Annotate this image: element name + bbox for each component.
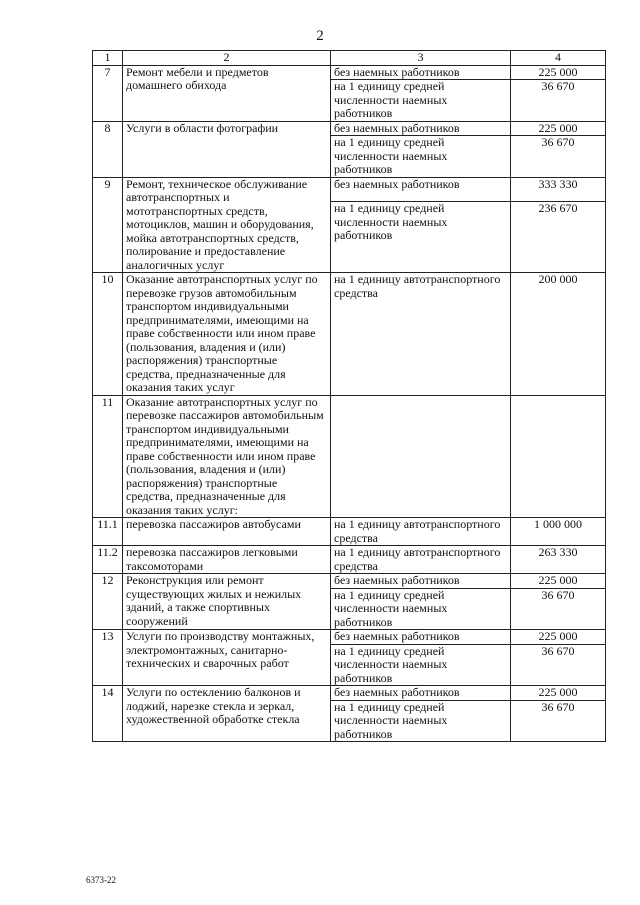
activity-name: Ремонт, техническое обслуживание автотранспортных и мототранспортных средств, мотоциклов, машин и оборудования, мойка автотранспортных средств, полирование и предоставление аналогичных услуг	[123, 177, 331, 273]
row-number: 7	[93, 65, 123, 121]
row-number: 11.1	[93, 518, 123, 546]
row-number: 8	[93, 121, 123, 177]
unit-description: на 1 единицу средней численности наемных работников	[331, 202, 511, 273]
income-value: 333 330	[511, 177, 606, 202]
unit-description: на 1 единицу автотранспортного средства	[331, 518, 511, 546]
unit-description: без наемных работников	[331, 574, 511, 589]
table-row	[93, 686, 606, 701]
unit-description: на 1 единицу средней численности наемных работников	[331, 588, 511, 630]
income-value: 225 000	[511, 121, 606, 136]
income-value: 200 000	[511, 273, 606, 396]
activity-name: Услуги в области фотографии	[123, 121, 331, 177]
unit-description: без наемных работников	[331, 65, 511, 80]
activity-name: Услуги по производству монтажных, электромонтажных, санитарно-технических и сварочных работ	[123, 630, 331, 686]
income-value: 1 000 000	[511, 518, 606, 546]
row-number: 11.2	[93, 546, 123, 574]
income-value: 36 670	[511, 644, 606, 686]
page-number: 2	[316, 28, 324, 44]
income-value: 36 670	[511, 136, 606, 178]
table-row	[93, 65, 606, 80]
income-value: 225 000	[511, 630, 606, 645]
unit-description: без наемных работников	[331, 121, 511, 136]
unit-description: на 1 единицу автотранспортного средства	[331, 273, 511, 396]
income-value: 225 000	[511, 686, 606, 701]
header-col-1: 1	[93, 51, 123, 66]
table-body	[93, 51, 606, 742]
unit-description: без наемных работников	[331, 177, 511, 202]
table-row	[93, 395, 606, 518]
table-row	[93, 273, 606, 396]
income-value	[511, 395, 606, 518]
row-number: 14	[93, 686, 123, 742]
income-value: 36 670	[511, 700, 606, 742]
unit-description	[331, 395, 511, 518]
header-col-4: 4	[511, 51, 606, 66]
income-value: 225 000	[511, 574, 606, 589]
row-number: 12	[93, 574, 123, 630]
footer-code: 6373-22	[86, 875, 116, 885]
table-row	[93, 518, 606, 546]
unit-description: на 1 единицу средней численности наемных работников	[331, 136, 511, 178]
row-number: 11	[93, 395, 123, 518]
table-row	[93, 630, 606, 645]
unit-description: без наемных работников	[331, 686, 511, 701]
table-header-row	[93, 51, 606, 66]
income-value: 263 330	[511, 546, 606, 574]
income-value: 36 670	[511, 588, 606, 630]
unit-description: на 1 единицу автотранспортного средства	[331, 546, 511, 574]
unit-description: на 1 единицу средней численности наемных работников	[331, 644, 511, 686]
row-number: 10	[93, 273, 123, 396]
income-value: 225 000	[511, 65, 606, 80]
income-value: 36 670	[511, 80, 606, 122]
header-col-2: 2	[123, 51, 331, 66]
activity-name: Оказание автотранспортных услуг по перевозке грузов автомобильным транспортом индивидуальными предпринимателями, имеющими на праве собственности или ином праве (пользования, владения и (или) распоряжения) транспортные средства, предназначенные для оказания таких услуг	[123, 273, 331, 396]
activity-name: Ремонт мебели и предметов домашнего обихода	[123, 65, 331, 121]
row-number: 9	[93, 177, 123, 273]
table-row	[93, 546, 606, 574]
row-number: 13	[93, 630, 123, 686]
table-row	[93, 121, 606, 136]
activity-name: перевозка пассажиров автобусами	[123, 518, 331, 546]
header-col-3: 3	[331, 51, 511, 66]
table-row	[93, 574, 606, 589]
table-row	[93, 177, 606, 202]
tariff-table	[92, 50, 606, 742]
activity-name: Услуги по остеклению балконов и лоджий, нарезке стекла и зеркал, художественной обработке стекла	[123, 686, 331, 742]
activity-name: перевозка пассажиров легковыми таксомоторами	[123, 546, 331, 574]
unit-description: на 1 единицу средней численности наемных работников	[331, 80, 511, 122]
unit-description: на 1 единицу средней численности наемных работников	[331, 700, 511, 742]
activity-name: Оказание автотранспортных услуг по перевозке пассажиров автомобильным транспортом индивидуальными предпринимателями, имеющими на праве собственности или ином праве (пользования, владения и (или) распоряжения) транспортные средства, предназначенные для оказания таких услуг:	[123, 395, 331, 518]
unit-description: без наемных работников	[331, 630, 511, 645]
activity-name: Реконструкция или ремонт существующих жилых и нежилых зданий, а также спортивных сооружений	[123, 574, 331, 630]
income-value: 236 670	[511, 202, 606, 273]
